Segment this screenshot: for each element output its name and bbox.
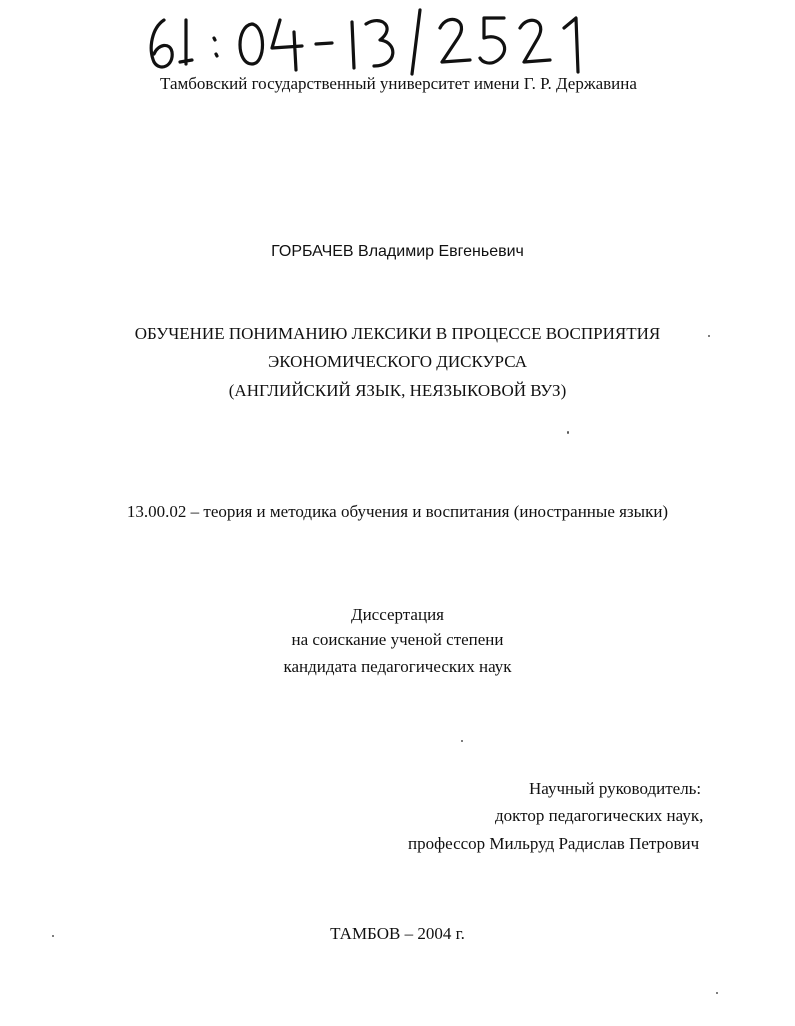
degree-line-2: на соискание ученой степени: [291, 630, 504, 649]
specialty-code: 13.00.02 – теория и методика обучения и воспитания (иностранные языки): [126, 502, 669, 521]
university-name: Тамбовский государственный университет имени Г. Р. Державина: [160, 74, 637, 93]
scan-speck: [708, 335, 710, 337]
supervisor-name: профессор Мильруд Радислав Петрович: [408, 834, 700, 853]
author-name: ГОРБАЧЕВ Владимир Евгеньевич: [271, 243, 524, 260]
scan-speck: [567, 431, 569, 434]
title-line-2: ЭКОНОМИЧЕСКОГО ДИСКУРСА: [268, 352, 527, 371]
degree-line-1: Диссертация: [350, 605, 444, 624]
handwritten-code-drawing: [140, 6, 600, 76]
title-line-3: (АНГЛИЙСКИЙ ЯЗЫК, НЕЯЗЫКОВОЙ ВУЗ): [228, 381, 567, 400]
supervisor-label: Научный руководитель:: [529, 779, 702, 798]
supervisor-degree: доктор педагогических наук,: [495, 806, 704, 825]
scan-speck: [461, 740, 463, 742]
scan-speck: [716, 992, 718, 994]
title-line-1: ОБУЧЕНИЕ ПОНИМАНИЮ ЛЕКСИКИ В ПРОЦЕССЕ ВОСПРИЯТИЯ: [134, 324, 661, 343]
scan-speck: [52, 935, 54, 937]
handwritten-archive-code: [140, 6, 600, 76]
degree-line-3: кандидата педагогических наук: [283, 657, 512, 676]
city-year: ТАМБОВ – 2004 г.: [330, 924, 465, 943]
